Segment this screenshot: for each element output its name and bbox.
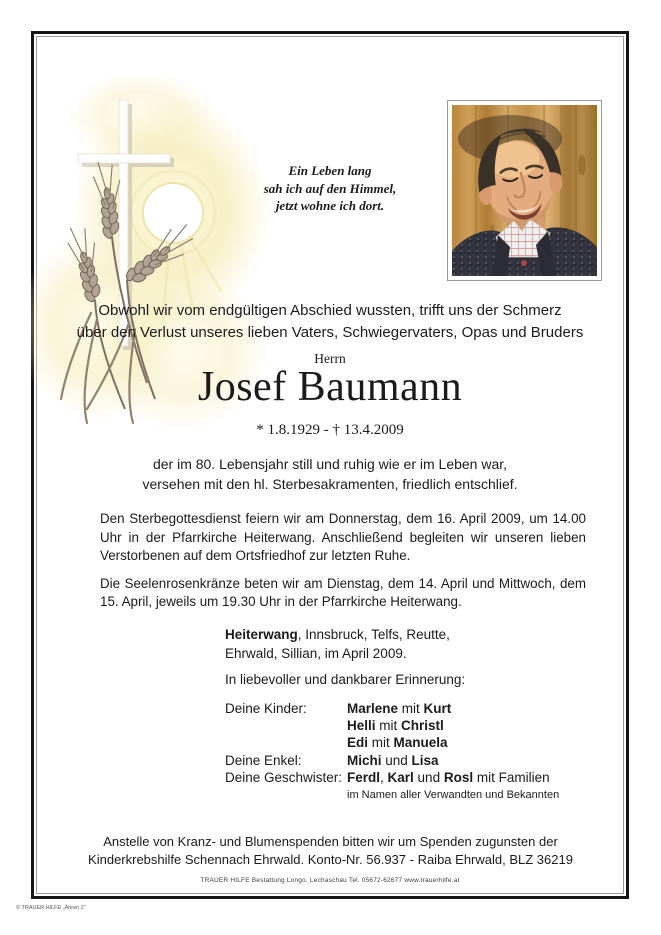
- remembrance-label: Deine Enkel:: [225, 752, 302, 768]
- remembrance-row: [225, 700, 550, 752]
- places-line-1: Heiterwang, Innsbruck, Telfs, Reutte,: [225, 627, 450, 642]
- passing-text: [34, 454, 626, 494]
- donation-note: Anstelle von Kranz- und Blumenspenden bitten wir um Spenden zugunsten der Kinderkrebshilfe Schennach Ehrwald. Konto-Nr. 56.937 - Raiba Ehrwald, BLZ 36219: [88, 834, 573, 867]
- verse-line: jetzt wohne ich dort.: [275, 198, 385, 213]
- verse-line: sah ich auf den Himmel,: [263, 180, 397, 196]
- passing-line: versehen mit den hl. Sterbesakramenten, friedlich entschlief.: [142, 476, 518, 492]
- remembrance-names: Marlene mit Kurt Helli mit Christl Edi mit Manuela: [347, 701, 452, 751]
- remembrance-label: Deine Kinder:: [225, 701, 307, 716]
- portrait-illustration: [452, 105, 597, 276]
- salutation: Herrn: [314, 351, 346, 366]
- remembrance-list: [225, 700, 550, 786]
- artwork-copyright: © TRAUER HILFE „Ähren 2“: [16, 905, 86, 911]
- funeral-service-paragraph: Den Sterbegottesdienst feiern wir am Donnerstag, dem 16. April 2009, um 14.00 Uhr in der Pfarrkirche Heiterwang. Anschließend begleiten wir unseren lieben Verstorbenen auf dem Ortsfriedhof zur letzten Ruhe.: [100, 511, 586, 564]
- intro-line: über den Verlust unseres lieben Vaters, Schwiegervaters, Opas und Bruders: [76, 324, 584, 341]
- life-dates: * 1.8.1929 - † 13.4.2009: [256, 422, 404, 438]
- remembrance-label: Deine Geschwister:: [225, 769, 343, 785]
- remembrance-closing: im Namen aller Verwandten und Bekannten: [347, 789, 560, 801]
- remembrance-heading: In liebevoller und dankbarer Erinnerung:: [225, 672, 466, 687]
- service-info: [100, 510, 586, 621]
- remembrance-names: Michi und Lisa: [347, 752, 439, 768]
- places-line: [225, 626, 450, 663]
- remembrance-row: [225, 752, 550, 769]
- funeral-home-line: TRAUER HILFE Bestattung Longo. Lechaschau Tel. 05672-62677 www.trauerhilfe.at: [200, 877, 460, 884]
- passing-line: der im 80. Lebensjahr still und ruhig wie er im Leben war,: [152, 456, 508, 472]
- places-line-2: Ehrwald, Sillian, im April 2009.: [225, 645, 407, 661]
- rosary-paragraph: Die Seelenrosenkränze beten wir am Dienstag, dem 14. April und Mittwoch, dem 15. April, jeweils um 19.30 Uhr in der Pfarrkirche Heiterwang.: [100, 575, 586, 610]
- remembrance-row: [225, 769, 550, 786]
- portrait-photo: [447, 100, 602, 281]
- intro-line: Obwohl wir vom endgültigen Abschied wussten, trifft uns der Schmerz: [98, 302, 562, 319]
- intro-text: [34, 300, 626, 344]
- remembrance-names: Ferdl, Karl und Rosl mit Familien: [347, 769, 550, 785]
- memorial-card: [31, 31, 629, 899]
- deceased-name: Josef Baumann: [197, 364, 463, 410]
- verse-line: Ein Leben lang: [288, 163, 372, 178]
